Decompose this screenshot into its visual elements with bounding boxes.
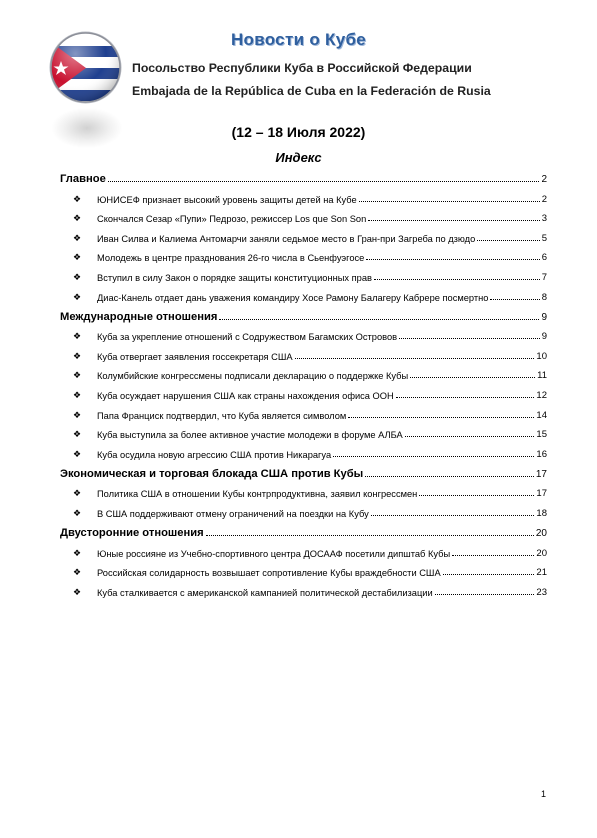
dot-leader <box>477 240 539 241</box>
toc-page-number: 23 <box>536 586 547 598</box>
diamond-bullet-icon: ❖ <box>73 586 82 597</box>
toc-section[interactable] <box>60 519 547 539</box>
dot-leader <box>396 397 535 398</box>
toc-entry[interactable] <box>60 362 547 382</box>
dot-leader <box>374 279 540 280</box>
toc-entry-title: Скончался Сезар «Пупи» Педрозо, режиссер Los que Son Son <box>97 214 367 225</box>
dot-leader <box>219 319 539 320</box>
toc-page-number: 5 <box>541 232 547 244</box>
toc-entry-title: Иван Силва и Калиема Антомарчи заняли седьмое место в Гран-при Загреба по дзюдо <box>97 233 476 244</box>
toc-entry-title: Вступил в силу Закон о порядке защиты конституционных прав <box>97 272 372 283</box>
diamond-bullet-icon: ❖ <box>73 331 82 342</box>
diamond-bullet-icon: ❖ <box>73 252 82 263</box>
embassy-name-es: Embajada de la República de Cuba en la Federación de Rusia <box>132 84 491 98</box>
toc-entry-title: Российская солидарность возвышает сопротивление Кубы враждебности США <box>97 568 441 579</box>
dot-leader <box>348 417 534 418</box>
dot-leader <box>366 259 539 260</box>
toc-entry[interactable] <box>60 578 547 598</box>
toc-entry[interactable] <box>60 480 547 500</box>
toc-entry[interactable] <box>60 283 547 303</box>
diamond-bullet-icon: ❖ <box>73 213 82 224</box>
toc-section-title: Главное <box>60 173 106 185</box>
toc-entry-title: Политика США в отношении Кубы контрпродуктивна, заявил конгрессмен <box>97 489 418 500</box>
toc-section[interactable] <box>60 303 547 323</box>
toc-entry[interactable] <box>60 421 547 441</box>
toc-page-number: 15 <box>536 429 547 441</box>
toc-section-title: Международные отношения <box>60 310 218 323</box>
toc-page-number: 11 <box>537 370 547 382</box>
toc-entry[interactable] <box>60 401 547 421</box>
toc-entry-title: Куба сталкивается с американской кампанией политической дестабилизации <box>97 587 433 598</box>
toc-entry-title: Куба выступила за более активное участие молодежи в форуме АЛБА <box>97 430 403 441</box>
toc-page-number: 8 <box>541 291 547 303</box>
toc-page-number: 10 <box>536 350 547 362</box>
table-of-contents <box>60 165 547 598</box>
toc-entry-title: Молодежь в центре празднования 26-го числа в Сьенфуэгосе <box>97 253 365 264</box>
toc-entry-title: Колумбийские конгрессмены подписали декларацию о поддержке Кубы <box>97 371 409 382</box>
dot-leader <box>206 535 534 536</box>
diamond-bullet-icon: ❖ <box>73 291 82 302</box>
toc-page-number: 12 <box>536 389 547 401</box>
date-range: (12 – 18 Июля 2022) <box>231 124 366 140</box>
dot-leader <box>490 299 539 300</box>
toc-section-title: Двусторонние отношения <box>60 526 204 539</box>
toc-page-number: 14 <box>536 409 547 421</box>
toc-page-number: 9 <box>541 311 547 323</box>
toc-entry[interactable] <box>60 440 547 460</box>
toc-page-number: 2 <box>541 174 547 185</box>
toc-entry-title: Куба отвергает заявления госсекретаря США <box>97 351 293 362</box>
toc-entry[interactable] <box>60 244 547 264</box>
dot-leader <box>399 338 540 339</box>
dot-leader <box>443 574 535 575</box>
toc-entry[interactable] <box>60 559 547 579</box>
dot-leader <box>108 181 540 182</box>
diamond-bullet-icon: ❖ <box>73 507 82 518</box>
diamond-bullet-icon: ❖ <box>73 547 82 558</box>
toc-section[interactable] <box>60 460 547 480</box>
dot-leader <box>359 201 540 202</box>
toc-page-number: 20 <box>535 527 547 539</box>
toc-entry-title: Диас-Канель отдает дань уважения командиру Хосе Рамону Балагеру Кабрере посмертно <box>97 292 489 303</box>
toc-page-number: 2 <box>541 193 547 205</box>
toc-page-number: 7 <box>541 271 547 283</box>
toc-section[interactable] <box>60 165 547 185</box>
toc-page-number: 16 <box>536 448 547 460</box>
toc-entry[interactable] <box>60 263 547 283</box>
dot-leader <box>368 220 539 221</box>
diamond-bullet-icon: ❖ <box>73 409 82 420</box>
toc-page-number: 3 <box>541 213 547 225</box>
toc-entry-title: ЮНИСЕФ признает высокий уровень защиты детей на Кубе <box>97 194 357 205</box>
diamond-bullet-icon: ❖ <box>73 448 82 459</box>
index-heading: Индекс <box>275 150 322 165</box>
toc-entry-title: Куба за укрепление отношений с Содружеством Багамских Островов <box>97 332 398 343</box>
diamond-bullet-icon: ❖ <box>73 232 82 243</box>
toc-entry[interactable] <box>60 499 547 519</box>
toc-entry-title: Куба осудила новую агрессию США против Никарагуа <box>97 449 332 460</box>
toc-entry[interactable] <box>60 323 547 343</box>
diamond-bullet-icon: ❖ <box>73 350 82 361</box>
toc-entry-title: В США поддерживают отмену ограничений на поездки на Кубу <box>97 508 369 519</box>
toc-page-number: 6 <box>541 252 547 264</box>
diamond-bullet-icon: ❖ <box>73 271 82 282</box>
dot-leader <box>410 377 535 378</box>
page-number: 1 <box>541 789 547 799</box>
dot-leader <box>435 594 535 595</box>
toc-section-title: Экономическая и торговая блокада США против Кубы <box>60 467 364 480</box>
toc-page-number: 18 <box>536 507 547 519</box>
diamond-bullet-icon: ❖ <box>73 567 82 578</box>
toc-page-number: 9 <box>541 331 547 343</box>
diamond-bullet-icon: ❖ <box>73 429 82 440</box>
diamond-bullet-icon: ❖ <box>73 193 82 204</box>
toc-entry-title: Куба осуждает нарушения США как страны нахождения офиса ООН <box>97 390 394 401</box>
toc-entry-title: Папа Франциск подтвердил, что Куба является символом <box>97 410 347 421</box>
toc-page-number: 21 <box>536 567 547 579</box>
dot-leader <box>333 456 534 457</box>
toc-entry[interactable] <box>60 539 547 559</box>
toc-entry-title: Юные россияне из Учебно-спортивного центра ДОСААФ посетили дипштаб Кубы <box>97 548 451 559</box>
diamond-bullet-icon: ❖ <box>73 389 82 400</box>
dot-leader <box>365 476 534 477</box>
dot-leader <box>371 515 535 516</box>
toc-entry[interactable] <box>60 381 547 401</box>
toc-entry[interactable] <box>60 185 547 205</box>
dot-leader <box>452 555 534 556</box>
dot-leader <box>295 358 535 359</box>
toc-entry[interactable] <box>60 224 547 244</box>
diamond-bullet-icon: ❖ <box>73 488 82 499</box>
dot-leader <box>419 495 534 496</box>
toc-page-number: 17 <box>535 468 547 480</box>
newsletter-title: Новости о Кубе <box>230 30 367 49</box>
embassy-name-ru: Посольство Республики Куба в Российской Федерации <box>132 61 472 75</box>
diamond-bullet-icon: ❖ <box>73 370 82 381</box>
dot-leader <box>405 436 535 437</box>
toc-page-number: 17 <box>536 488 547 500</box>
toc-page-number: 20 <box>536 547 547 559</box>
toc-entry[interactable] <box>60 205 547 225</box>
toc-entry[interactable] <box>60 342 547 362</box>
